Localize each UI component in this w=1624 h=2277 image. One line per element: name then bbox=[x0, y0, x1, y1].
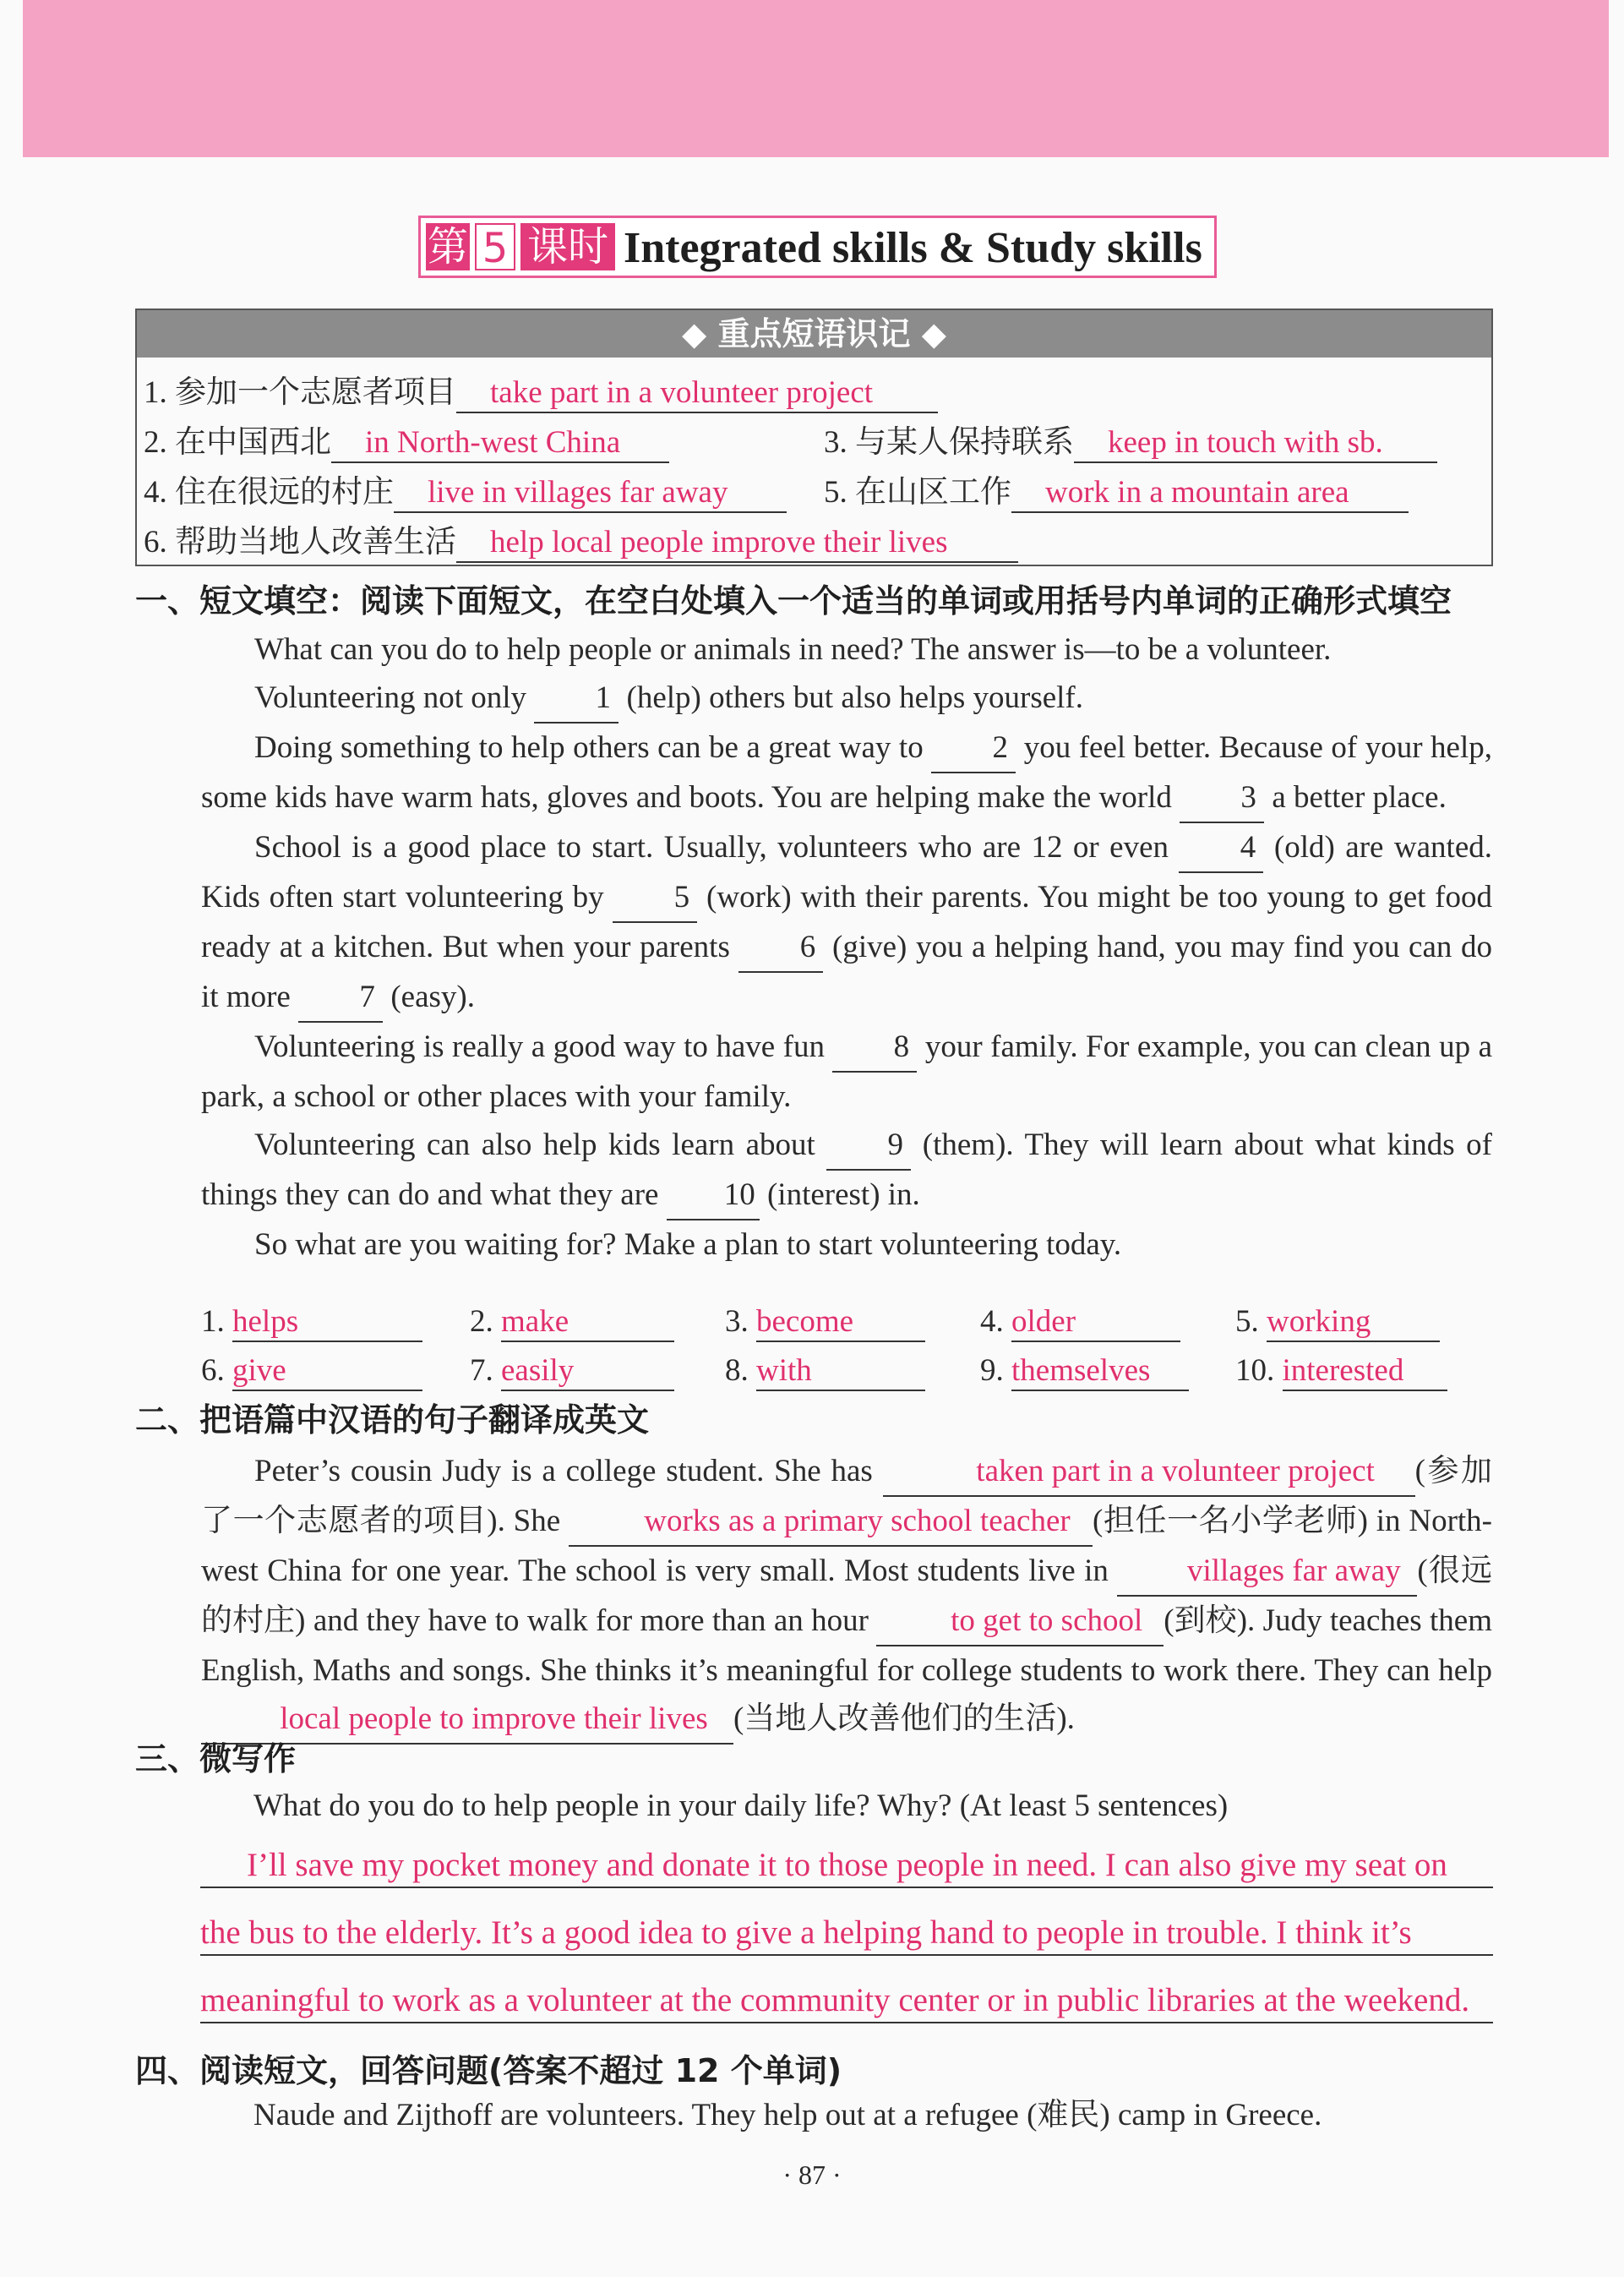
answer-item: 1. helps bbox=[201, 1303, 422, 1342]
section1-heading: 一、短文填空：阅读下面短文，在空白处填入一个适当的单词或用括号内单词的正确形式填空 bbox=[135, 582, 1452, 620]
writing-answer-line: meaningful to work as a volunteer at the community center or in public libraries at the weekend. bbox=[200, 1982, 1470, 2018]
section4-heading: 四、阅读短文，回答问题(答案不超过 12 个单词) bbox=[135, 2052, 842, 2089]
answer-item: 5. working bbox=[1235, 1303, 1440, 1342]
section1-passage: What can you do to help people or animals in need? The answer is—to be a volunteer. Volunteering not only 1 (help) others but also helps yourself. Doing something to help others can be a great way to 2 you feel better. Because of your help, some kids have warm hats, gloves and boots. You are helping make the world 3 a better place. School is a good place to start. Usually, volunteers who are 12 or even 4 (old) are wanted. Kids often start volunteering by 5 (work) with their parents. You might be too young to get food ready at a kitchen. But when your parents 6 (give) you a helping hand, you may find you can do it more 7 (easy). Volunteering is really a good way to have fun 8 your family. For example, you can clean up a park, a school or other places with your family. Volunteering can also help kids learn about 9 (them). They will learn about what kinds of things they can do and what they are 10 (interest) in. So what are you waiting for? Make a plan to start volunteering today. bbox=[201, 632, 1493, 1262]
answer-item: 9. themselves bbox=[980, 1352, 1189, 1391]
answer-item: 3. become bbox=[725, 1303, 925, 1342]
phrase-item: 5. 在山区工作 work in a mountain area bbox=[824, 473, 1409, 513]
writing-rule bbox=[200, 1887, 1493, 1888]
lesson-label-keshi: 课时 bbox=[520, 223, 615, 270]
answer-item: 8. with bbox=[725, 1352, 925, 1391]
phrase-item: 1. 参加一个志愿者项目 take part in a volunteer project bbox=[144, 374, 938, 413]
section2-heading: 二、把语篇中汉语的句子翻译成英文 bbox=[135, 1401, 650, 1439]
answer-item: 10. interested bbox=[1235, 1352, 1447, 1391]
answer-item: 4. older bbox=[980, 1303, 1180, 1342]
section3-heading: 三、微写作 bbox=[135, 1740, 297, 1777]
answer-item: 6. give bbox=[201, 1352, 422, 1391]
section4-text: Naude and Zijthoff are volunteers. They help out at a refugee (难民) camp in Greece. bbox=[253, 2098, 1322, 2132]
writing-rule bbox=[200, 1954, 1493, 1956]
answer-item: 2. make bbox=[470, 1303, 674, 1342]
writing-answer-line: I’ll save my pocket money and donate it to those people in need. I can also give my seat on bbox=[247, 1847, 1447, 1883]
lesson-title: Integrated skills & Study skills bbox=[624, 224, 1202, 272]
phrase-item: 4. 住在很远的村庄 live in villages far away bbox=[144, 473, 787, 513]
lesson-label-di: 第 bbox=[427, 223, 468, 270]
writing-answer-line: the bus to the elderly. It’s a good idea to give a helping hand to people in trouble. I think it’s bbox=[200, 1914, 1412, 1951]
phrase-item: 3. 与某人保持联系 keep in touch with sb. bbox=[824, 423, 1437, 463]
writing-prompt: What do you do to help people in your daily life? Why? (At least 5 sentences) bbox=[253, 1788, 1229, 1823]
lesson-number: 5 bbox=[475, 223, 515, 270]
phrase-item: 6. 帮助当地人改善生活 help local people improve their lives bbox=[144, 523, 1018, 563]
phrase-item: 2. 在中国西北 in North-west China bbox=[144, 423, 669, 463]
lesson-title-box bbox=[418, 216, 1217, 278]
writing-rule bbox=[200, 2022, 1493, 2023]
phrase-heading: ◆ 重点短语识记 ◆ bbox=[137, 310, 1491, 358]
header-banner bbox=[23, 0, 1609, 157]
page-number: · 87 · bbox=[782, 2160, 842, 2190]
answer-item: 7. easily bbox=[470, 1352, 674, 1391]
section2-passage: Peter’s cousin Judy is a college student. She has taken part in a volunteer project (参加了一个志愿者的项目). She works as a primary school teacher (担任一名小学老师) in North-west China for one year. The school is very small. Most students live in villages far away (很远的村庄) and they have to walk for more than an hour to get to school (到校). Judy teaches them English, Maths and songs. She thinks it’s meaningful for college students to work there. They can help local people to improve their lives (当地人改善他们的生活). bbox=[201, 1447, 1492, 1745]
